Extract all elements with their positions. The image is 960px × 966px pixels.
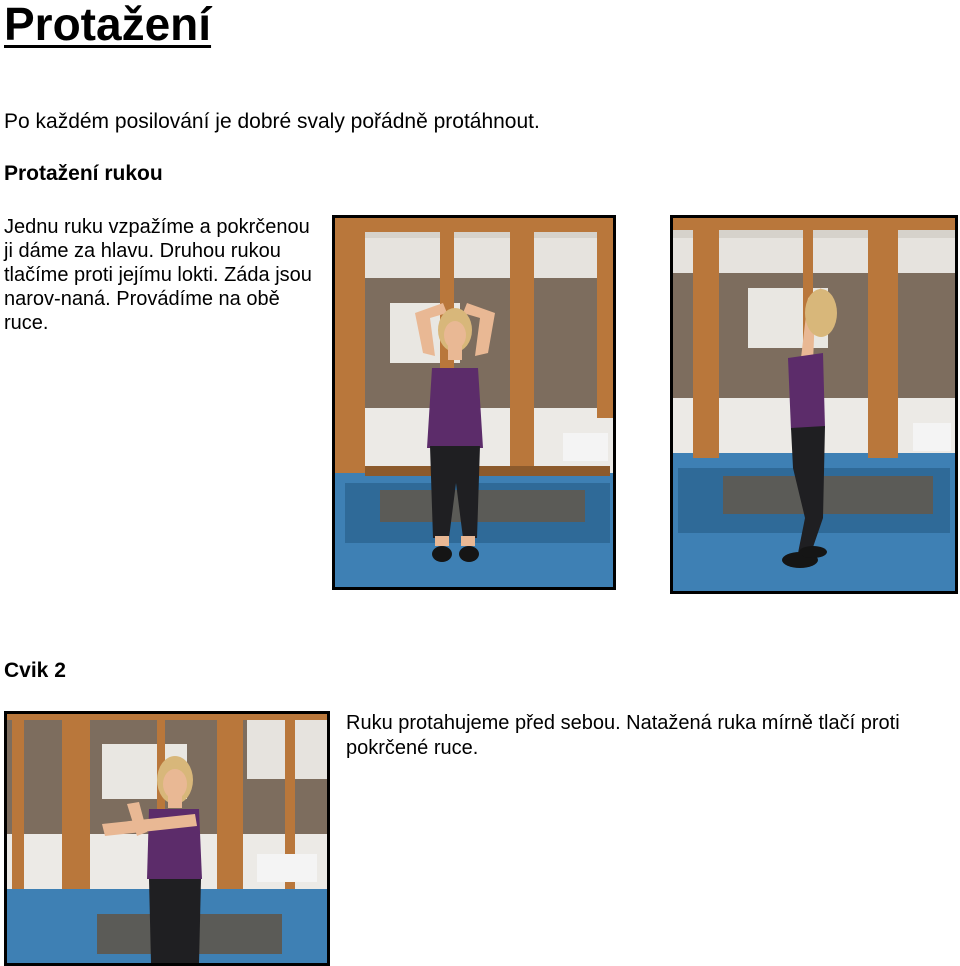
exercise-1-side-photo (670, 215, 958, 594)
exercise-1-description: Jednu ruku vzpažíme a pokrčenou ji dáme za hlavu. Druhou rukou tlačíme proti jejímu lokti. Záda jsou narov-naná. Provádíme na obě ruce. (4, 216, 312, 334)
intro-text: Po každém posilování je dobré svaly pořádně protáhnout. (4, 110, 540, 133)
exercise-2-description: Ruku protahujeme před sebou. Natažená ruka mírně tlačí proti pokrčené ruce. (346, 712, 900, 759)
exercise-2-photo (4, 711, 330, 966)
exercise-2-heading: Cvik 2 (4, 659, 66, 682)
page-title: Protažení (4, 0, 212, 50)
exercise-1-front-photo (332, 215, 616, 590)
exercise-1-heading: Protažení rukou (4, 162, 163, 185)
